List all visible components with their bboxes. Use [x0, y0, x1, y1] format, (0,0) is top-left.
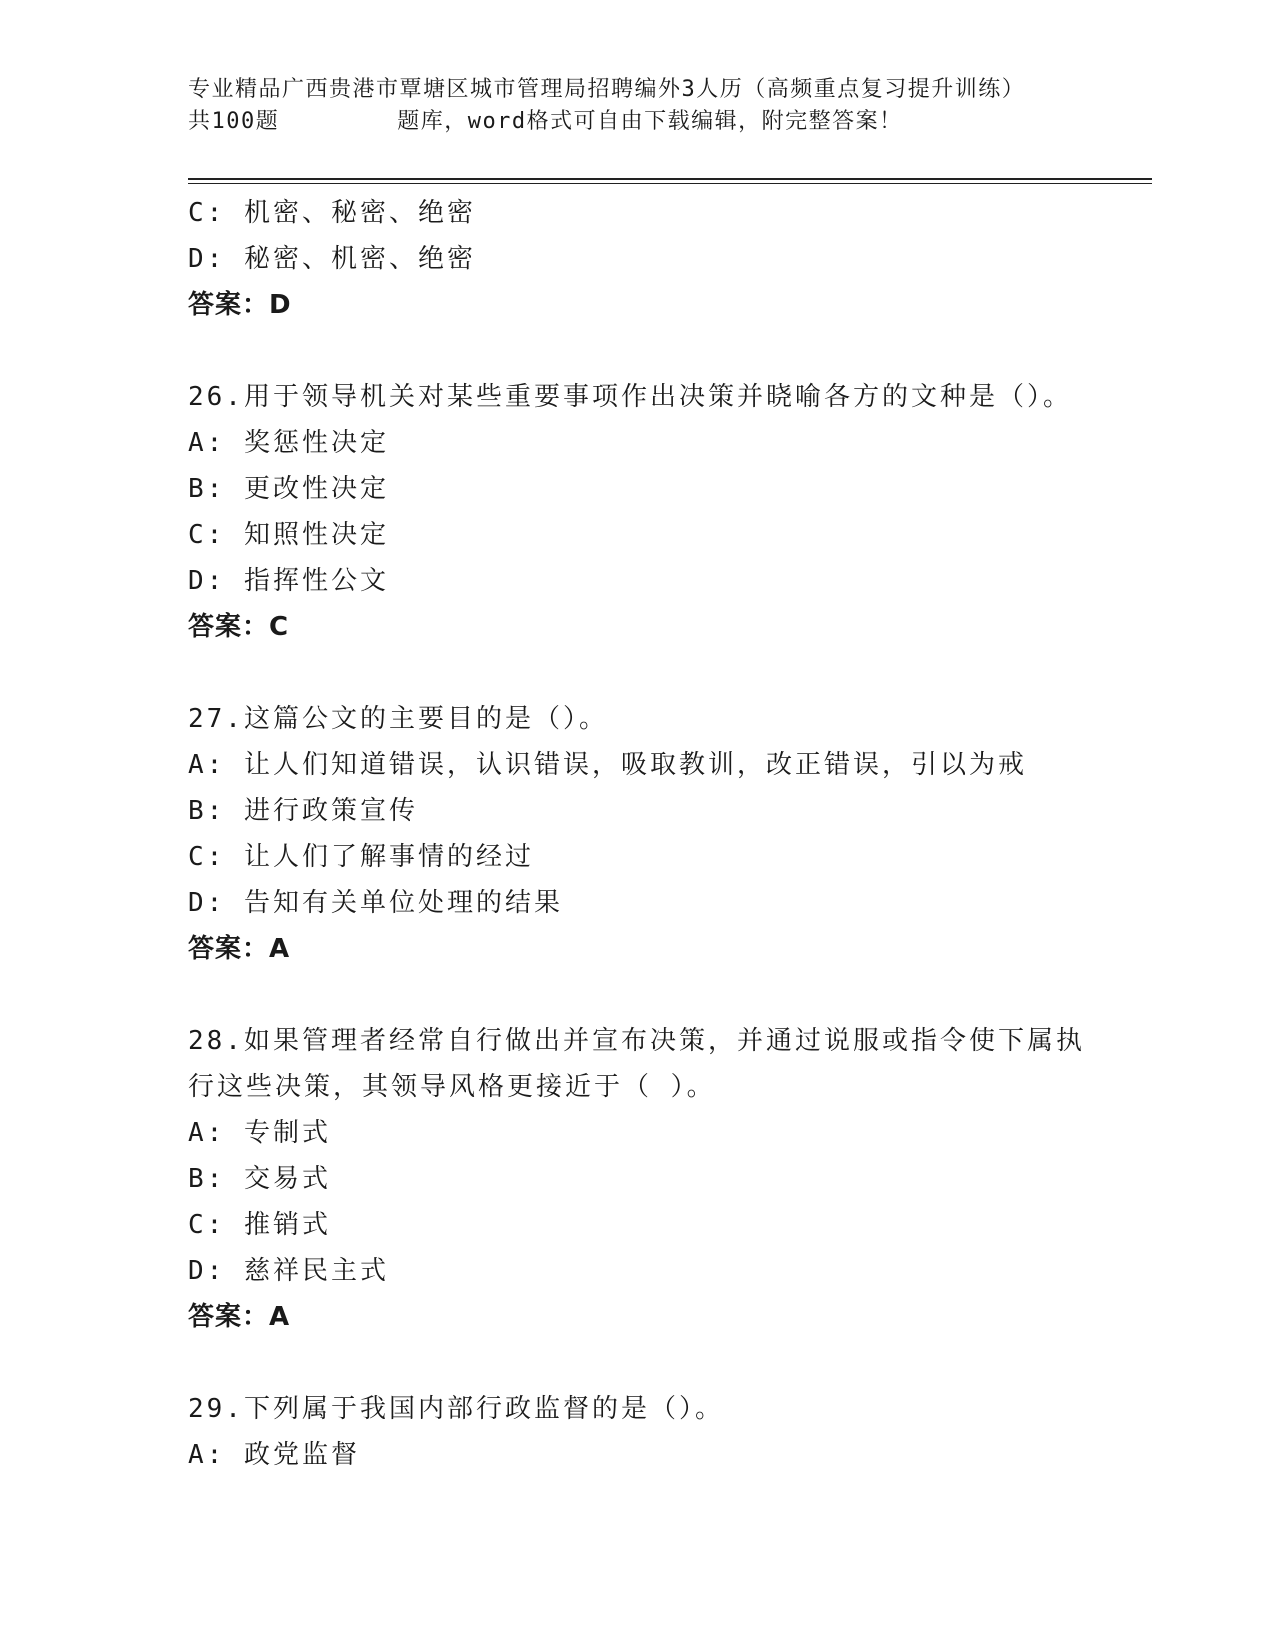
header-divider-thin: [188, 183, 1152, 184]
spacer: [188, 328, 1148, 374]
question-29-text: 29.下列属于我国内部行政监督的是（）。: [188, 1394, 724, 1424]
question-29-option-a: A: 政党监督: [188, 1440, 360, 1470]
question-26-option-d: D: 指挥性公文: [188, 566, 389, 596]
question-26-answer: 答案：C: [188, 612, 290, 642]
question-27-text: 27.这篇公文的主要目的是（）。: [188, 704, 608, 734]
question-27-answer: 答案：A: [188, 934, 291, 964]
question-27-option-d: D: 告知有关单位处理的结果: [188, 888, 563, 918]
prev-answer: 答案：D: [188, 290, 292, 320]
question-28-text-line-1: 28.如果管理者经常自行做出并宣布决策，并通过说服或指令使下属执: [188, 1026, 1085, 1056]
header-title-line-1: 专业精品广西贵港市覃塘区城市管理局招聘编外3人历（高频重点复习提升训练）: [188, 77, 1026, 102]
question-28-option-c: C: 推销式: [188, 1210, 331, 1240]
question-27-option-b: B: 进行政策宣传: [188, 796, 418, 826]
question-26-option-a: A: 奖惩性决定: [188, 428, 389, 458]
question-list: [188, 190, 1148, 1478]
header-divider-thick: [188, 178, 1152, 180]
question-28-answer: 答案：A: [188, 1302, 291, 1332]
question-28-text-line-2: 行这些决策，其领导风格更接近于（ ）。: [188, 1072, 716, 1102]
header-title-line-2: 共100题 题库，word格式可自由下载编辑，附完整答案！: [188, 109, 903, 134]
document-header: [188, 74, 1088, 138]
spacer: [188, 650, 1148, 696]
question-26-option-c: C: 知照性决定: [188, 520, 389, 550]
question-27-option-a: A: 让人们知道错误，认识错误，吸取教训，改正错误，引以为戒: [188, 750, 1027, 780]
question-28-option-b: B: 交易式: [188, 1164, 331, 1194]
spacer: [188, 972, 1148, 1018]
question-28-option-a: A: 专制式: [188, 1118, 331, 1148]
question-27-option-c: C: 让人们了解事情的经过: [188, 842, 534, 872]
spacer: [188, 1340, 1148, 1386]
question-28-option-d: D: 慈祥民主式: [188, 1256, 389, 1286]
prev-option-d: D: 秘密、机密、绝密: [188, 244, 476, 274]
question-26-option-b: B: 更改性决定: [188, 474, 389, 504]
question-26-text: 26.用于领导机关对某些重要事项作出决策并晓喻各方的文种是（）。: [188, 382, 1072, 412]
prev-option-c: C: 机密、秘密、绝密: [188, 198, 476, 228]
